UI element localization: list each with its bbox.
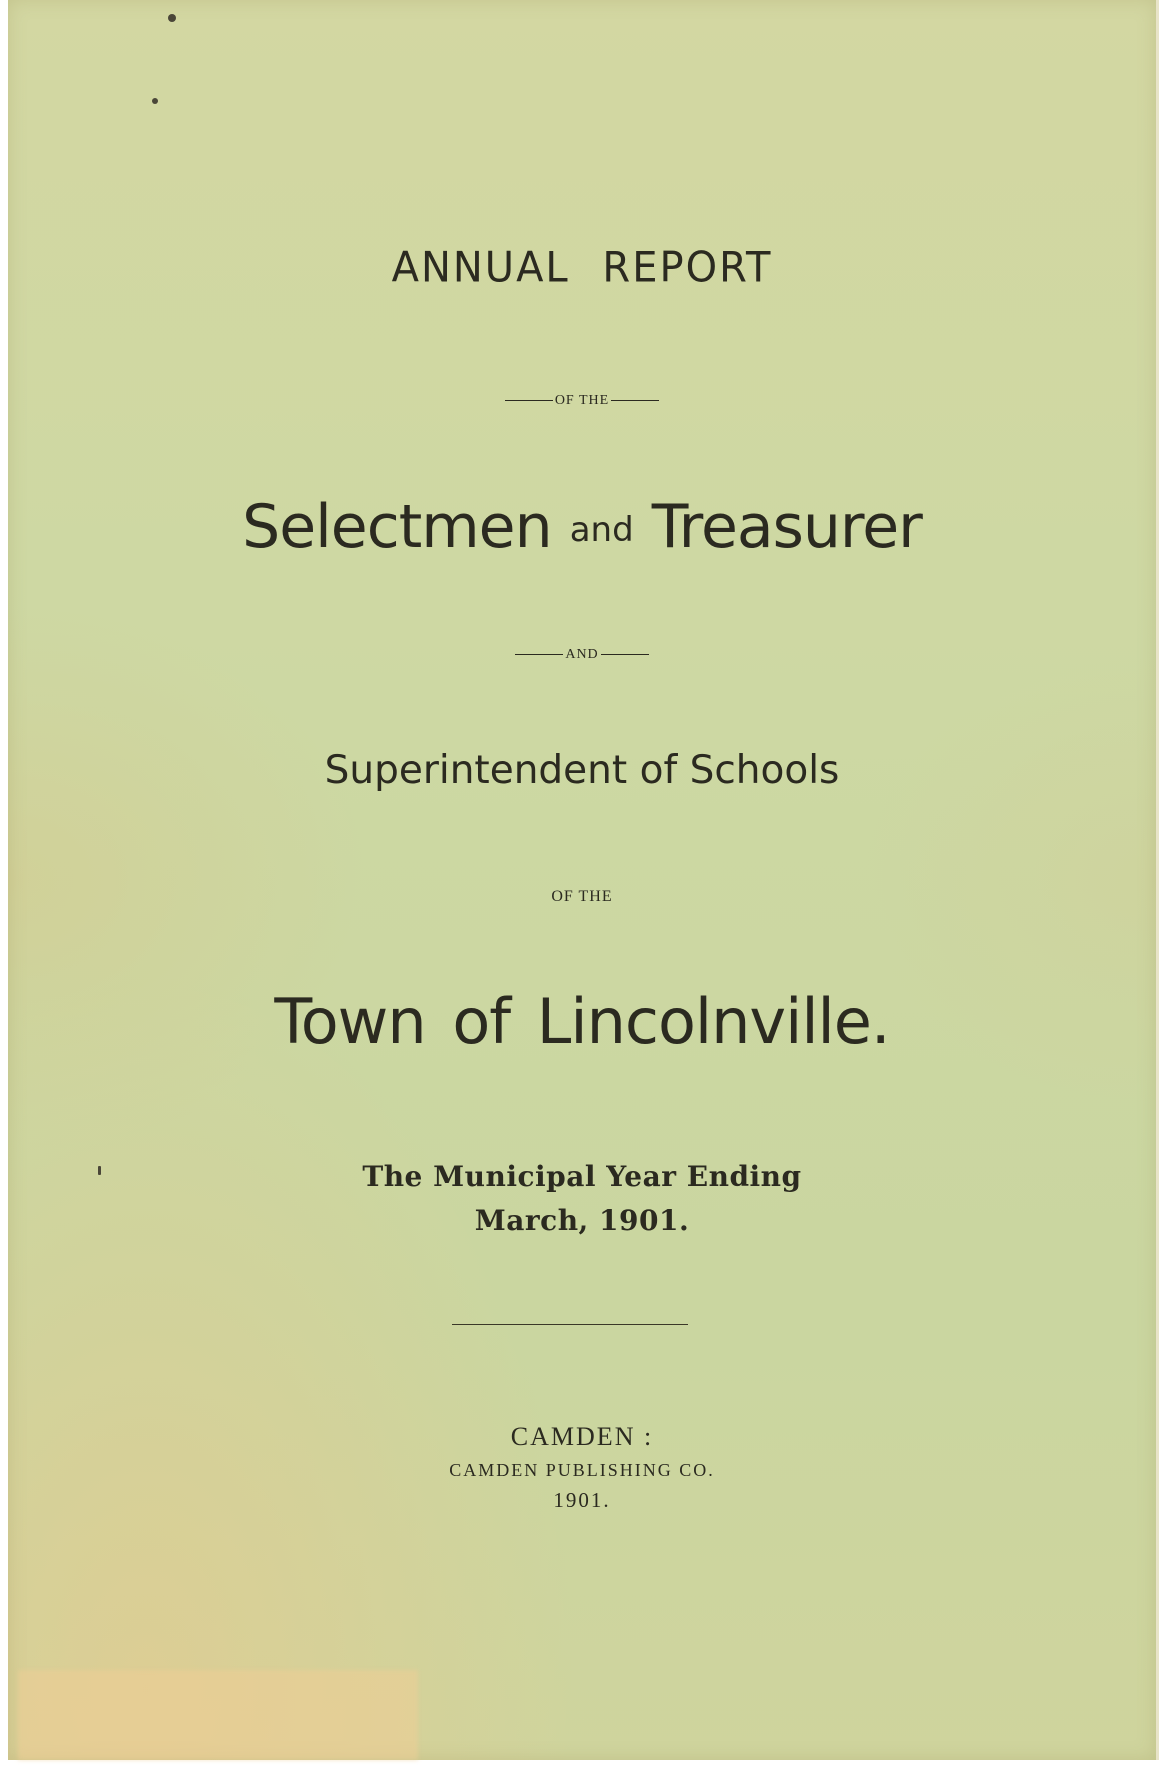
- municipal-line-1: The Municipal Year Ending: [362, 1160, 802, 1193]
- imprint-publisher: CAMDEN PUBLISHING CO.: [449, 1460, 715, 1480]
- paper-speck: [168, 14, 176, 22]
- dash-line: [515, 654, 563, 655]
- document-cover: [8, 0, 1159, 1760]
- superintendent-title: Superintendent of Schools: [324, 748, 840, 793]
- selectmen-treasurer-title: [8, 492, 1156, 562]
- dash-line: [611, 400, 659, 401]
- municipal-year-text: [8, 1155, 1156, 1243]
- of-the-label: OF THE: [554, 392, 610, 408]
- of-the-divider: [8, 390, 1156, 409]
- dash-line: [505, 400, 553, 401]
- of-the-label-2: OF THE: [551, 888, 613, 905]
- paper-stain: [18, 1670, 418, 1760]
- dash-line: [601, 654, 649, 655]
- town-title: Town of Lincolnville.: [274, 985, 890, 1058]
- imprint-place: CAMDEN :: [510, 1422, 654, 1451]
- selectmen-text: Selectmen: [242, 492, 552, 562]
- paper-speck: [152, 98, 158, 104]
- and-label: AND: [565, 646, 599, 662]
- horizontal-rule: [452, 1324, 688, 1325]
- treasurer-text: Treasurer: [651, 492, 922, 562]
- report-heading: ANNUAL REPORT: [391, 243, 773, 293]
- and-small-text: and: [569, 510, 634, 550]
- and-divider: [8, 644, 1156, 663]
- municipal-line-2: March, 1901.: [474, 1204, 690, 1237]
- imprint-year: 1901.: [553, 1488, 611, 1512]
